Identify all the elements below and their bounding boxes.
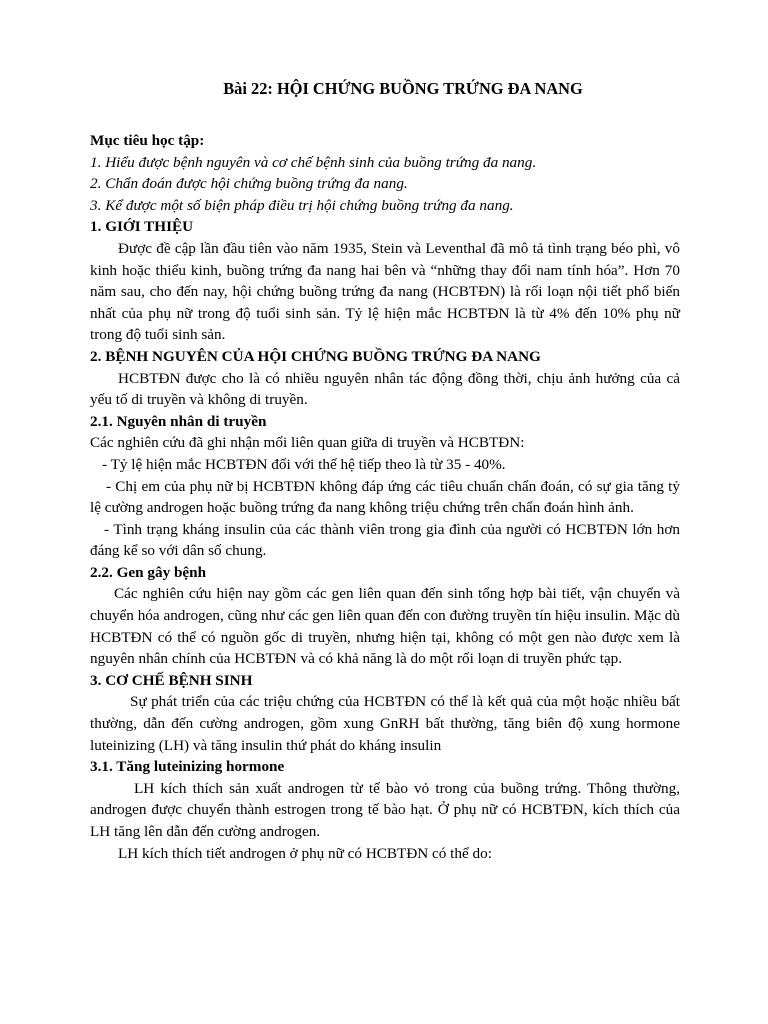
- section-heading-pathogenesis: 3. CƠ CHẾ BỆNH SINH: [90, 671, 253, 689]
- objective-item: 1. Hiểu được bệnh nguyên và cơ chế bệnh sinh của buồng trứng đa nang.: [90, 153, 537, 171]
- subsection-heading-genetic-causes: 2.1. Nguyên nhân di truyền: [90, 412, 267, 430]
- lh-paragraph-2: LH kích thích tiết androgen ở phụ nữ có HCBTĐN có thể do:: [118, 844, 492, 862]
- section-heading-etiology: 2. BỆNH NGUYÊN CỦA HỘI CHỨNG BUỒNG TRỨNG ĐA NANG: [90, 347, 541, 365]
- objective-item: 3. Kể được một số biện pháp điều trị hội chứng buồng trứng đa nang.: [90, 196, 514, 214]
- subsection-heading-pathogenic-genes: 2.2. Gen gây bệnh: [90, 563, 207, 581]
- pathogenic-genes-paragraph: Các nghiên cứu hiện nay gồm các gen liên quan đến sinh tổng hợp bài tiết, vận chuyển và chuyển hóa androgen, cũng như các gen liên quan đến con đường truyền tín hiệu insulin. Mặc dù HCBTĐN có thể có nguồn gốc di truyền, nhưng hiện tại, không có một gen nào được xem là nguyên nhân chính của HCBTĐN và có khả năng là do một rối loạn di truyền phức tạp.: [90, 585, 680, 668]
- document-title: Bài 22: HỘI CHỨNG BUỒNG TRỨNG ĐA NANG: [223, 79, 583, 98]
- objectives-heading: Mục tiêu học tập:: [90, 132, 205, 149]
- document-page: [90, 78, 680, 864]
- bullet-item: - Chị em của phụ nữ bị HCBTĐN không đáp ứng các tiêu chuẩn chẩn đoán, có sự gia tăng tỷ lệ cường androgen hoặc buồng trứng đa nang không triệu chứng trên chẩn đoán hình ảnh.: [90, 477, 680, 517]
- etiology-paragraph: HCBTĐN được cho là có nhiều nguyên nhân tác động đồng thời, chịu ảnh hưởng của cả yếu tố di truyền và không di truyền.: [90, 369, 680, 409]
- section-heading-introduction: 1. GIỚI THIỆU: [90, 218, 194, 236]
- objective-item: 2. Chẩn đoán được hội chứng buồng trứng đa nang.: [90, 175, 408, 193]
- bullet-item: - Tỷ lệ hiện mắc HCBTĐN đối với thế hệ tiếp theo là từ 35 - 40%.: [102, 455, 506, 473]
- subsection-heading-lh: 3.1. Tăng luteinizing hormone: [90, 758, 285, 776]
- genetic-causes-intro: Các nghiên cứu đã ghi nhận mối liên quan giữa di truyền và HCBTĐN:: [90, 434, 525, 452]
- pathogenesis-paragraph: Sự phát triển của các triệu chứng của HCBTĐN có thể là kết quả của một hoặc nhiều bất thường, dẫn đến cường androgen, gồm xung GnRH bất thường, tăng biên độ xung hormone luteinizing (LH) và tăng insulin thứ phát do kháng insulin: [90, 693, 680, 754]
- introduction-paragraph: Được đề cập lần đầu tiên vào năm 1935, Stein và Leventhal đã mô tả tình trạng béo phì, vô kinh hoặc thiểu kinh, buồng trứng đa nang hai bên và “những thay đổi nam tính hóa”. Hơn 70 năm sau, cho đến nay, hội chứng buồng trứng đa nang (HCBTĐN) là rối loạn nội tiết phổ biến nhất của phụ nữ trong độ tuổi sinh sản. Tỷ lệ hiện mắc HCBTĐN là từ 4% đến 10% phụ nữ trong độ tuổi sinh sản.: [90, 239, 680, 344]
- lh-paragraph: LH kích thích sản xuất androgen từ tế bào vỏ trong của buồng trứng. Thông thường, androgen được chuyển thành estrogen trong tế bào hạt. Ở phụ nữ có HCBTĐN, kích thích của LH tăng lên dẫn đến cường androgen.: [90, 779, 680, 840]
- bullet-item: - Tình trạng kháng insulin của các thành viên trong gia đình của người có HCBTĐN lớn hơn đáng kể so với dân số chung.: [90, 520, 680, 560]
